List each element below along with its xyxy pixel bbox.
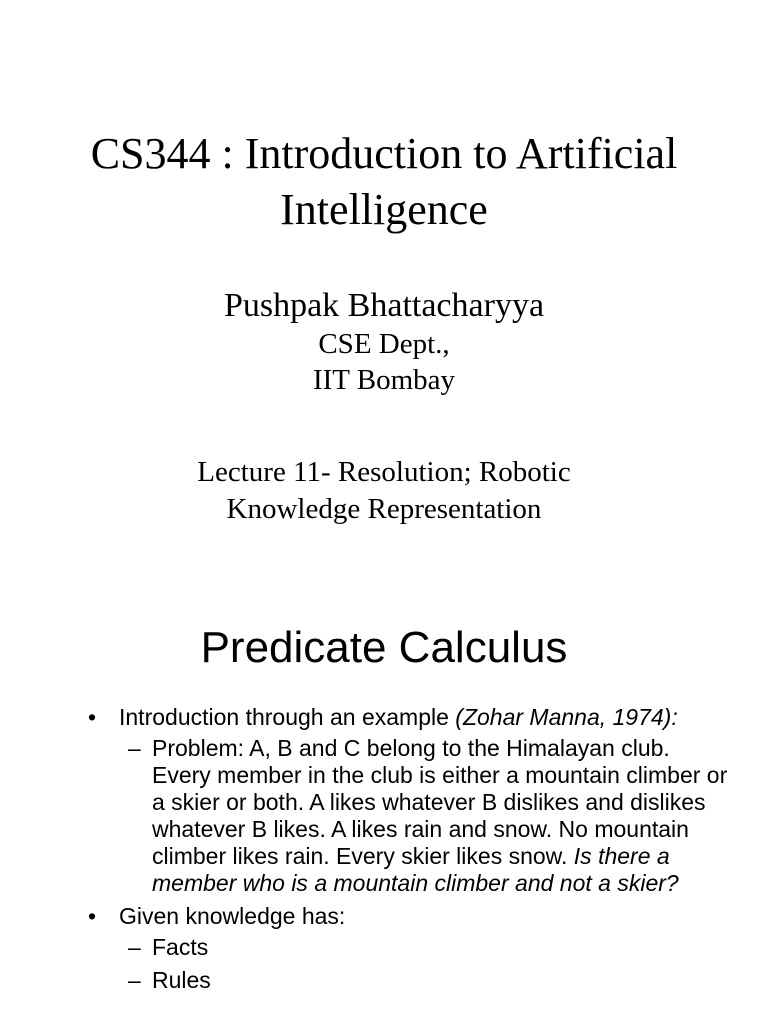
author-block xyxy=(0,286,768,398)
course-title-line-2: Intelligence xyxy=(280,185,488,234)
dash-icon: – xyxy=(128,967,141,993)
course-title-line-1: CS344 : Introduction to Artificial xyxy=(90,129,678,178)
bullet-introduction xyxy=(0,704,768,731)
sub-bullet-problem xyxy=(0,735,768,897)
author-institute: IIT Bombay xyxy=(312,364,456,396)
sub-bullet-rules-text: Rules xyxy=(152,967,211,993)
lecture-title-line-2: Knowledge Representation xyxy=(226,493,542,525)
sub-bullet-facts xyxy=(0,934,768,961)
bullet-icon: • xyxy=(88,903,97,929)
lecture-title xyxy=(0,454,768,528)
bullet-icon: • xyxy=(88,704,97,730)
lecture-title-line-1: Lecture 11- Resolution; Robotic xyxy=(197,456,571,488)
bullet-introduction-text: Introduction through an example xyxy=(119,704,456,730)
dash-icon: – xyxy=(128,735,141,761)
course-title xyxy=(0,126,768,238)
slide-title: Predicate Calculus xyxy=(200,623,568,672)
bullet-given-knowledge-text: Given knowledge has: xyxy=(119,903,346,929)
bullet-given-knowledge xyxy=(0,903,768,930)
problem-text: Problem: A, B and C belong to the Himalayan club. Every member in the club is either a mountain climber or a skier or both. A likes whatever B dislikes and dislikes whatever B likes. A likes rain and snow. No mountain climber likes rain. Every skier likes snow. xyxy=(152,735,728,869)
problem-question: Is there a member who is a mountain climber and not a skier? xyxy=(152,843,679,896)
dash-icon: – xyxy=(128,934,141,960)
author-name: Pushpak Bhattacharyya xyxy=(223,287,545,324)
author-department: CSE Dept., xyxy=(318,328,450,360)
slide-body xyxy=(0,704,768,1000)
predicate-calculus-slide xyxy=(0,590,768,1024)
sub-bullet-facts-text: Facts xyxy=(152,934,209,960)
bullet-introduction-citation: (Zohar Manna, 1974): xyxy=(455,704,678,730)
sub-bullet-rules xyxy=(0,967,768,994)
